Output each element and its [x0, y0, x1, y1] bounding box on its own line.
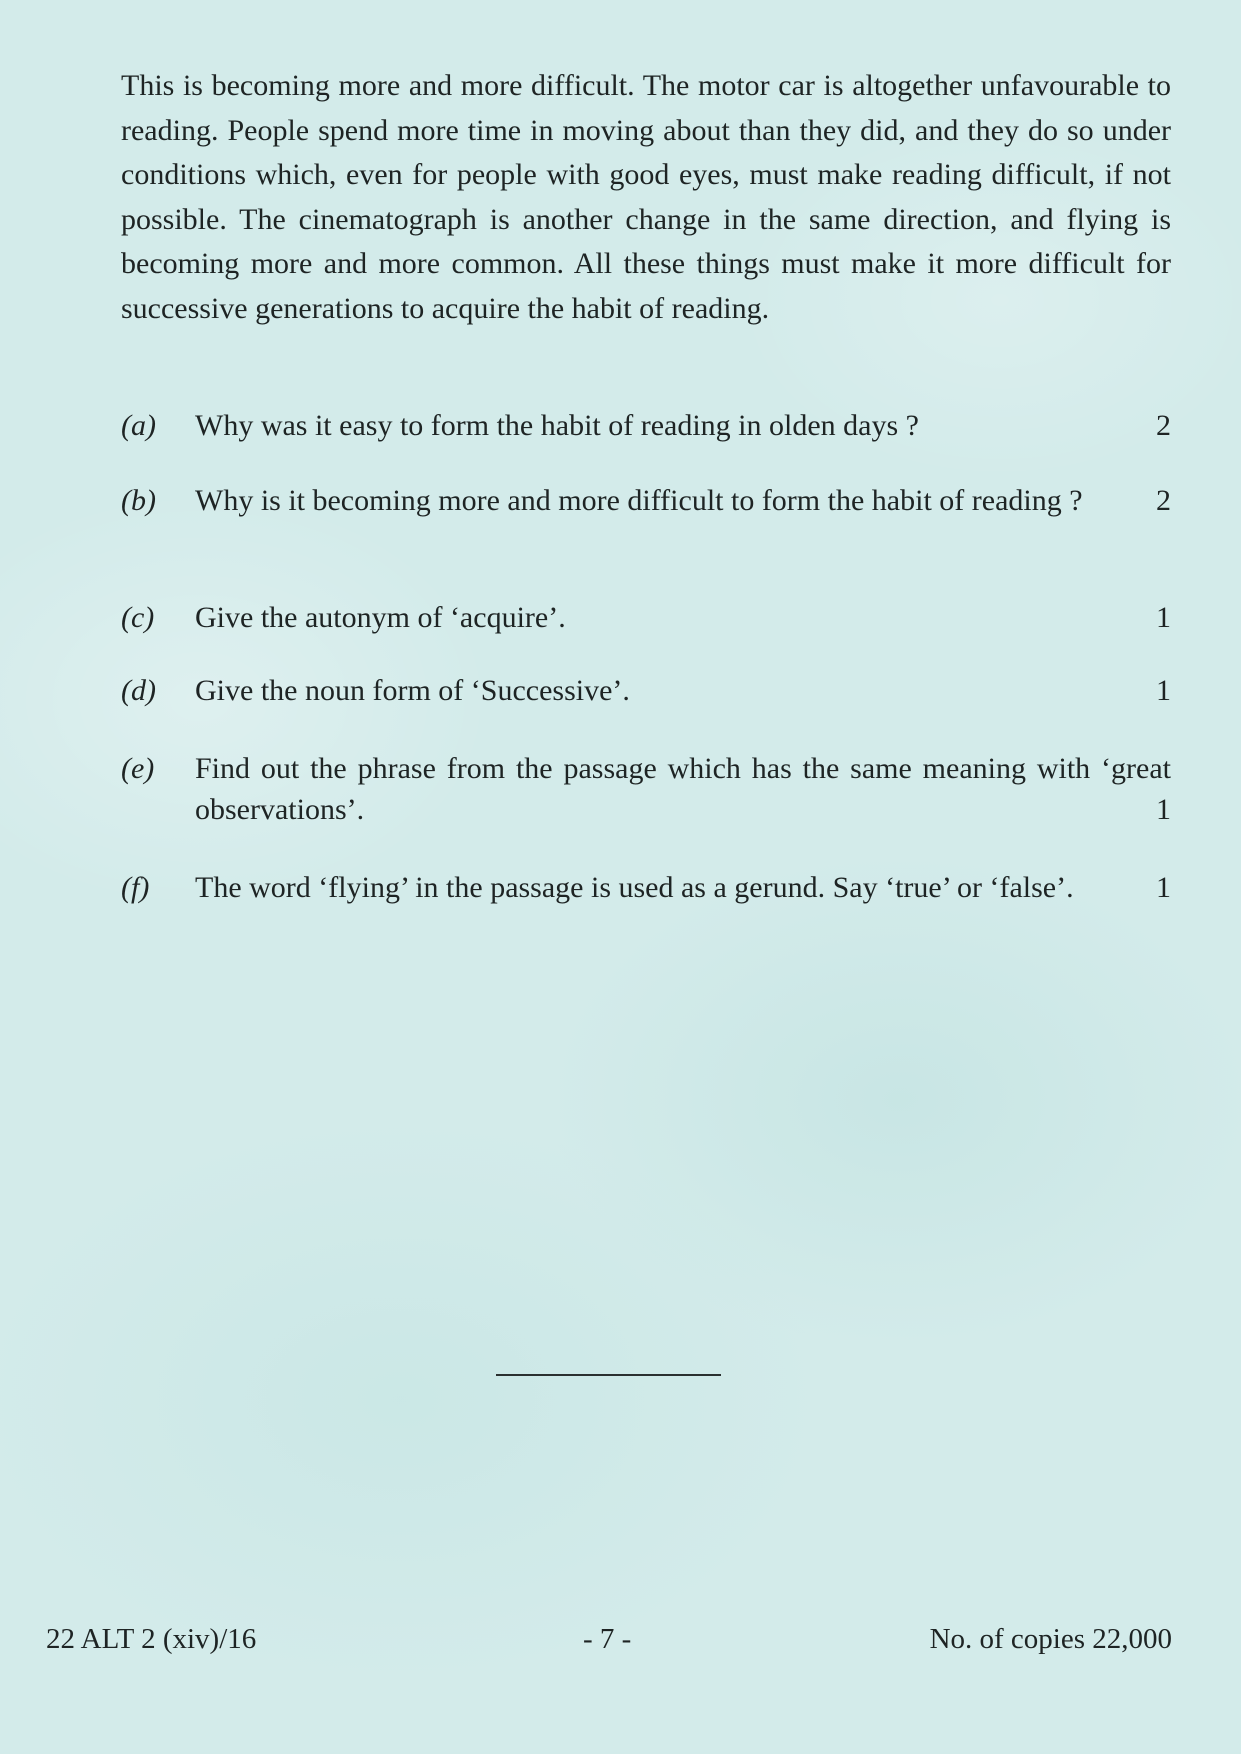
question-marks: 1 — [1156, 601, 1171, 634]
question-letter: (e) — [121, 752, 155, 785]
question-a — [121, 405, 1171, 446]
question-f — [121, 867, 1171, 908]
question-marks: 1 — [1156, 871, 1171, 904]
question-text: Give the noun form of ‘Successive’. — [195, 674, 630, 707]
question-marks: 2 — [1156, 409, 1171, 442]
question-c — [121, 597, 1171, 638]
question-text: The word ‘flying’ in the passage is used as a gerund. Say ‘true’ or ‘false’. — [195, 871, 1074, 904]
copies-count: No. of copies 22,000 — [929, 1623, 1172, 1655]
question-text: Give the autonym of ‘acquire’. — [195, 601, 566, 634]
question-marks: 2 — [1156, 484, 1171, 517]
question-letter: (a) — [121, 409, 156, 442]
question-e — [121, 748, 1171, 830]
question-text: Why was it easy to form the habit of reading in olden days ? — [195, 409, 919, 442]
question-letter: (d) — [121, 674, 156, 707]
question-b — [121, 480, 1171, 521]
question-marks: 1 — [1156, 793, 1171, 826]
paper-code: 22 ALT 2 (xiv)/16 — [46, 1623, 257, 1655]
question-d — [121, 670, 1171, 711]
reading-passage: This is becoming more and more difficult. The motor car is altogether unfavourable to reading. People spend more time in moving about than they did, and they do so under conditions which, even for people with good eyes, must make reading difficult, if not possible. The cinematograph is another change in the same direction, and flying is becoming more and more common. All these things must make it more difficult for successive generations to acquire the habit of reading. — [121, 69, 1171, 325]
end-divider — [496, 1374, 721, 1376]
question-letter: (f) — [121, 871, 150, 904]
question-text: Find out the phrase from the passage which has the same meaning with ‘great observations’. — [195, 752, 1171, 826]
question-marks: 1 — [1156, 674, 1171, 707]
question-letter: (b) — [121, 484, 156, 517]
question-letter: (c) — [121, 601, 155, 634]
question-text: Why is it becoming more and more difficult to form the habit of reading ? — [195, 484, 1083, 517]
page-number: - 7 - — [583, 1623, 632, 1655]
